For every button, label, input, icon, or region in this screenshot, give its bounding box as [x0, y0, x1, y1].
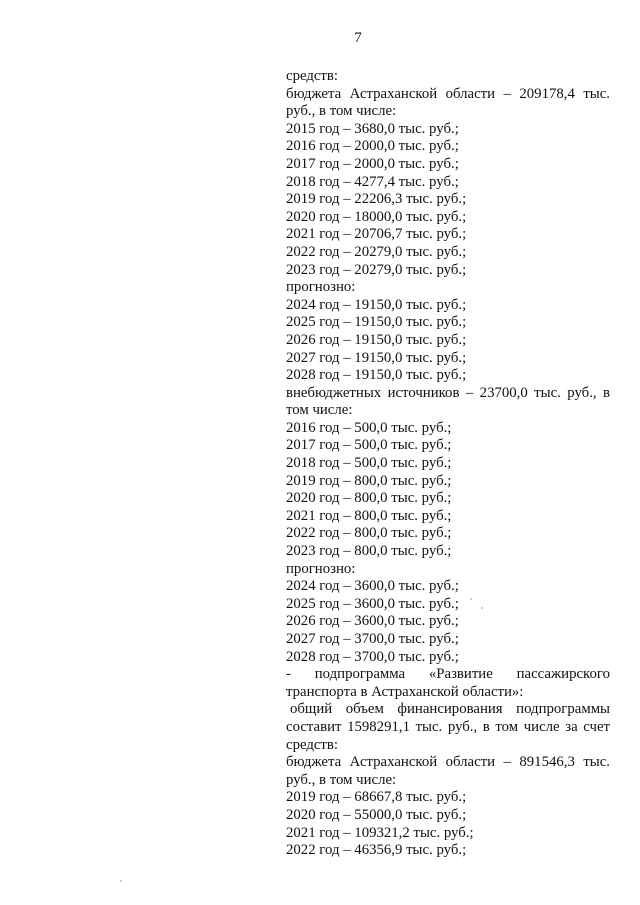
text-line: руб., в том числе: [286, 103, 397, 120]
text-line: прогнозно: [286, 560, 356, 577]
text-line: 2017 год – 2000,0 тыс. руб.; [286, 155, 459, 172]
text-line: - подпрограмма «Развитие пассажирского [286, 666, 610, 683]
text-line: 2021 год – 800,0 тыс. руб.; [286, 507, 452, 524]
text-line: 2024 год – 3600,0 тыс. руб.; [286, 578, 459, 595]
text-line: 2022 год – 800,0 тыс. руб.; [286, 525, 452, 542]
text-line: 2021 год – 109321,2 тыс. руб.; [286, 824, 474, 841]
text-line: 2028 год – 3700,0 тыс. руб.; [286, 648, 459, 665]
text-line: 2022 год – 46356,9 тыс. руб.; [286, 842, 467, 859]
text-line: 2017 год – 500,0 тыс. руб.; [286, 437, 452, 454]
scan-speck [120, 880, 122, 882]
text-line: 2028 год – 19150,0 тыс. руб.; [286, 367, 467, 384]
text-line: 2020 год – 800,0 тыс. руб.; [286, 490, 452, 507]
text-line: бюджета Астраханской области – 209178,4 тыс. [286, 85, 610, 102]
text-line: руб., в том числе: [286, 771, 397, 788]
text-line: бюджета Астраханской области – 891546,3 тыс. [286, 754, 610, 771]
page-number: 7 [354, 30, 362, 46]
text-line: 2016 год – 500,0 тыс. руб.; [286, 419, 452, 436]
text-line: 2027 год – 3700,0 тыс. руб.; [286, 631, 459, 647]
text-line: 2025 год – 3600,0 тыс. руб.; [286, 595, 459, 612]
text-line: 2015 год – 3680,0 тыс. руб.; [286, 120, 459, 137]
text-line: 2016 год – 2000,0 тыс. руб.; [286, 138, 459, 155]
text-line: 2027 год – 19150,0 тыс. руб.; [286, 349, 467, 366]
text-line: транспорта в Астраханской области»: [286, 683, 524, 700]
text-line: 2019 год – 22206,3 тыс. руб.; [286, 191, 467, 208]
scan-speck [481, 607, 483, 609]
text-line: 2020 год – 55000,0 тыс. руб.; [286, 806, 467, 823]
text-line: 2022 год – 20279,0 тыс. руб.; [286, 243, 467, 260]
text-line: 2023 год – 20279,0 тыс. руб.; [286, 261, 467, 278]
document-body [286, 68, 610, 860]
text-line: 2026 год – 19150,0 тыс. руб.; [286, 331, 467, 348]
text-line: внебюджетных источников – 23700,0 тыс. руб., в [286, 384, 610, 401]
text-line: средств: [286, 68, 338, 84]
text-line: составит 1598291,1 тыс. руб., в том числе за счет [286, 718, 610, 735]
text-line: прогнозно: [286, 279, 356, 296]
text-line: 2018 год – 500,0 тыс. руб.; [286, 455, 452, 472]
text-line: 2025 год – 19150,0 тыс. руб.; [286, 314, 467, 331]
text-line: том числе: [286, 402, 353, 419]
text-line: 2019 год – 68667,8 тыс. руб.; [286, 789, 467, 806]
text-line: 2018 год – 4277,4 тыс. руб.; [286, 173, 459, 190]
text-line: средств: [286, 736, 338, 753]
text-line: общий объем финансирования подпрограммы [290, 701, 610, 718]
text-line: 2020 год – 18000,0 тыс. руб.; [286, 208, 467, 225]
text-line: 2021 год – 20706,7 тыс. руб.; [286, 226, 467, 243]
text-line: 2024 год – 19150,0 тыс. руб.; [286, 296, 467, 313]
scan-speck [470, 598, 472, 600]
text-line: 2026 год – 3600,0 тыс. руб.; [286, 613, 459, 630]
text-line: 2019 год – 800,0 тыс. руб.; [286, 472, 452, 489]
text-line: 2023 год – 800,0 тыс. руб.; [286, 543, 452, 560]
